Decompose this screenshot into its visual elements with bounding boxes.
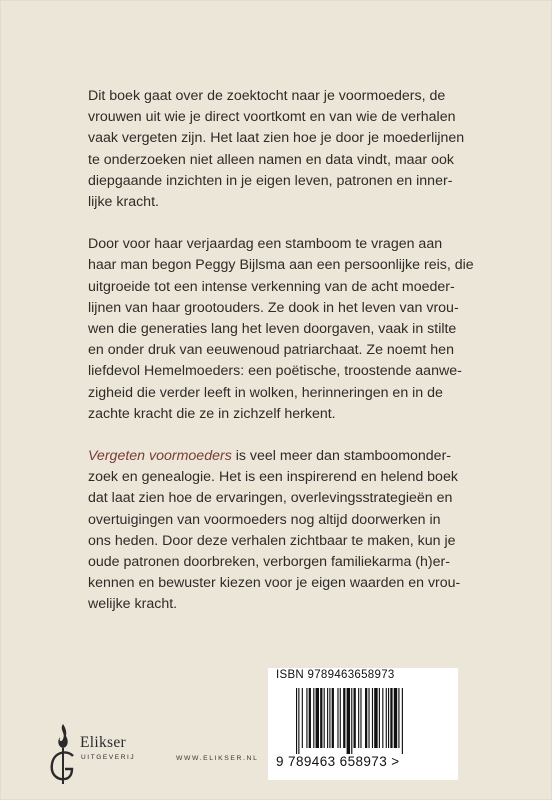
barcode-bar [394,688,397,748]
text-line: diepgaande inzichten in je eigen leven, patronen en inner- [88,172,453,189]
text-line: Door voor haar verjaardag een stamboom te vragen aan [88,236,443,253]
barcode-bar [329,688,330,748]
publisher-logo [46,722,166,788]
text-line [88,446,472,467]
barcode-bar [368,688,369,748]
barcode-bar [388,688,389,748]
barcode-bar [313,688,314,748]
text-line: en onder druk van eeuwenoud patriarchaat. Ze noemt hen [88,342,454,359]
text-line: vrouwen uit wie je direct voortkomt en van wie de verhalen [88,109,456,126]
barcode-bar [309,688,311,748]
barcode-bar [337,688,338,748]
text-line: uitgroeide tot een intense verkenning van de acht moeder- [88,278,455,295]
barcode-bar [382,688,383,748]
blurb-paragraph-2 [88,234,472,425]
text-line: haar man begon Peggy Bijlsma aan een persoonlijke reis, die [88,257,474,274]
text-line: liefdevol Hemelmoeders: een poëtische, troostende aanwe- [88,363,462,380]
text-line: dat laat zien hoe de ervaringen, overlevingsstrategieën en [88,490,453,507]
barcode-bar [343,688,345,748]
barcode-bar [296,688,297,754]
barcode-bar [320,688,322,748]
publisher-website: WWW.ELIKSER.NL [176,755,259,762]
text-line: zoek en genealogie. Het is een inspirerend en helend boek [88,469,458,486]
text-line: kennen en bewuster kiezen voor je eigen waarden en vrou- [88,575,461,592]
text-line: Dit boek gaat over de zoektocht naar je voormoeders, de [88,88,446,104]
barcode-bar [379,688,380,748]
blurb-paragraph-1 [88,86,472,213]
isbn-barcode [268,668,458,780]
barcode-bar [360,688,361,748]
text-line: welijke kracht. [88,596,178,613]
text-line: oude patronen doorbreken, verborgen familiekarma (h)er- [88,554,450,571]
text-line: zigheid die verder leeft in wolken, herinneringen en in de [88,384,443,401]
barcode-bar [332,688,334,748]
text-line: overtuigingen van voormoeders nog altijd doorwerken in [88,511,441,528]
barcode-bar [340,688,341,748]
text-line: lijnen van haar grootouders. Ze dook in het leven van vrou- [88,299,459,316]
text-line: vaak vergeten zijn. Het laat zien hoe je door je moederlijnen [88,130,465,147]
barcode-bar [365,688,367,748]
blurb-paragraph-3 [88,446,472,616]
text-fragment: is veel meer dan stamboomonder- [231,448,452,465]
barcode-bar [354,688,356,748]
text-line: ons heden. Door deze verhalen zichtbaar te maken, kun je [88,532,456,549]
text-line: lijke kracht. [88,194,159,211]
text-line: te onderzoeken niet alleen namen en data vindt, maar ook [88,151,454,168]
barcode-bar [324,688,325,748]
barcode-bars [296,688,446,754]
blurb-text [88,86,472,637]
barcode-bar [386,688,387,748]
book-title-italic: Vergeten voormoeders [88,448,232,465]
text-line: zachte kracht die ze in zichzelf herkent. [88,405,336,422]
barcode-bar [358,688,359,748]
publisher-name: Elikser [80,734,127,751]
barcode-bar [398,688,399,748]
flame-g-icon [46,722,78,788]
barcode-digits: 9 789463 658973 > [276,754,400,769]
barcode-bar [298,688,299,754]
barcode-bar [316,688,319,748]
barcode-bar [306,688,307,748]
barcode-bar [390,688,392,748]
barcode-bar [302,688,303,748]
barcode-bar [327,688,328,748]
barcode-bar [351,688,352,754]
publisher-subtitle: UITGEVERIJ [81,754,136,761]
barcode-bar [372,688,373,748]
barcode-bar [347,688,350,754]
isbn-label: ISBN 9789463658973 [276,669,395,681]
barcode-bar [374,688,377,748]
text-line: wen die generaties lang het leven doorgaven, vaak in stilte [88,321,457,338]
barcode-bar [402,688,403,754]
